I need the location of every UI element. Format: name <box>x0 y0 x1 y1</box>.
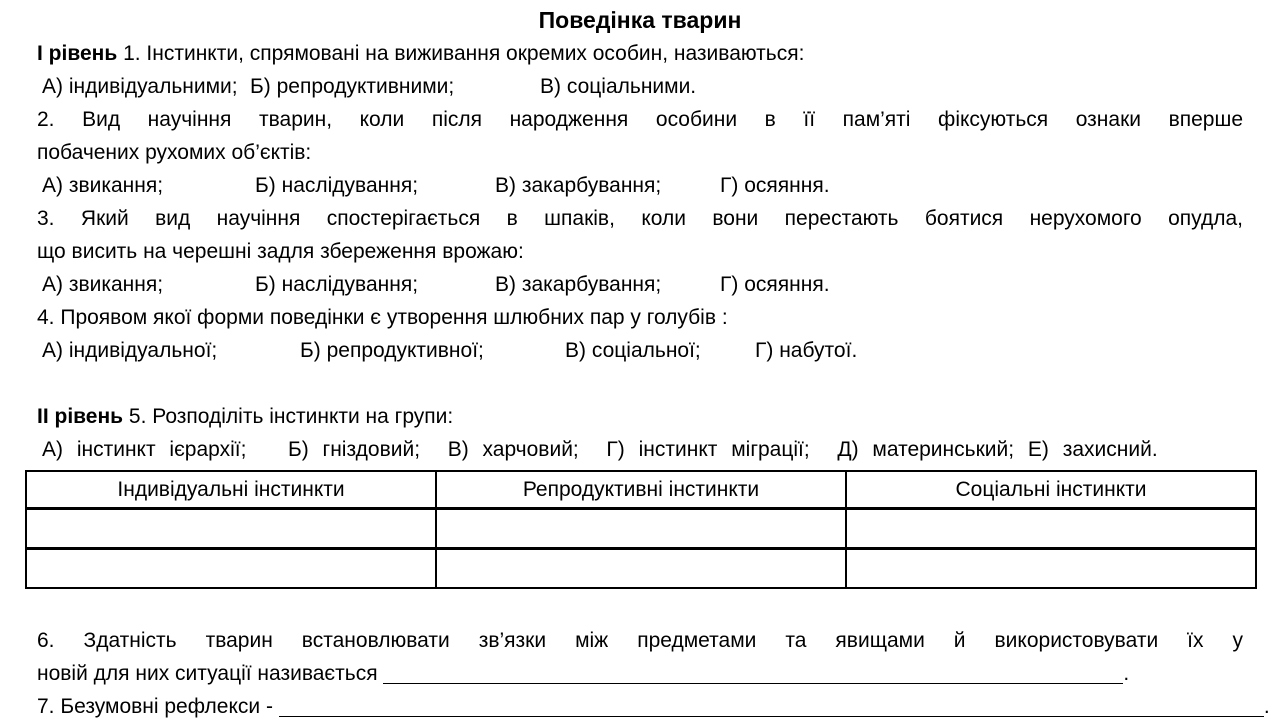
instincts-table-header <box>26 471 1256 509</box>
table-cell-empty <box>846 509 1256 549</box>
question-4-text: 4. Проявом якої форми поведінки є утворення шлюбних пар у голубів : <box>37 306 728 329</box>
question-2-line2: побачених рухомих об’єктів: <box>37 141 312 164</box>
table-header-reproductive: Репродуктивні інстинкти <box>436 471 846 509</box>
question-5-body: 5. Розподіліть інстинкти на групи: <box>123 405 454 428</box>
document <box>37 4 1270 723</box>
table-cell-empty <box>436 509 846 549</box>
option-b: Б) репродуктивної; <box>300 339 484 362</box>
option-a: А) звикання; <box>42 273 164 296</box>
question-3-options <box>37 268 1243 301</box>
answer-blank <box>279 716 1264 717</box>
instincts-table <box>25 470 1257 589</box>
table-header-social: Соціальні інстинкти <box>846 471 1256 509</box>
question-5-text <box>37 400 1243 433</box>
question-2-options <box>37 169 1243 202</box>
option-a: А) індивідуальної; <box>42 339 218 362</box>
question-6-line2 <box>37 657 1243 690</box>
page-title: Поведінка тварин <box>538 7 742 33</box>
question-3-line1: 3. Який вид научіння спостерігається в шпаків, коли вони перестають боятися нерухомого опудла, <box>37 207 1243 230</box>
table-header-row <box>26 471 1256 509</box>
answer-blank <box>383 683 1123 684</box>
level-2-label: ІІ рівень <box>37 405 124 428</box>
table-row <box>26 549 1256 589</box>
table-cell-empty <box>26 509 436 549</box>
question-1-text <box>37 37 1243 70</box>
question-7-body: 7. Безумовні рефлекси - <box>37 695 273 718</box>
instincts-table-body <box>26 509 1256 589</box>
option-a: А) індивідуальними; <box>42 75 238 98</box>
option-v: В) соціальними. <box>540 75 697 98</box>
question-1-body: 1. Інстинкти, спрямовані на виживання окремих особин, називаються: <box>117 42 805 65</box>
question-6-body: новій для них ситуації називається <box>37 662 378 685</box>
question-2-line1: 2. Вид научіння тварин, коли після народження особини в її пам’яті фіксуються ознаки вперше <box>37 108 1243 131</box>
option-a: А) звикання; <box>42 174 164 197</box>
table-header-individual: Індивідуальні інстинкти <box>26 471 436 509</box>
question-6-line1: 6. Здатність тварин встановлювати зв’язки між предметами та явищами й використовувати їх у <box>37 629 1243 652</box>
question-6-period: . <box>1123 662 1130 685</box>
option-v: В) закарбування; <box>495 273 662 296</box>
option-v: В) соціальної; <box>565 339 701 362</box>
question-5-options: А) інстинкт ієрархії; Б) гніздовий; В) харчовий; Г) інстинкт міграції; Д) материнський; Е) захисний. <box>42 438 1158 461</box>
option-b: Б) наслідування; <box>255 273 419 296</box>
question-1-options <box>37 70 1243 103</box>
option-g: Г) осяяння. <box>720 273 830 296</box>
option-g: Г) осяяння. <box>720 174 830 197</box>
question-7-period: . <box>1263 695 1270 718</box>
option-g: Г) набутої. <box>755 339 858 362</box>
table-cell-empty <box>26 549 436 589</box>
option-v: В) закарбування; <box>495 174 662 197</box>
option-b: Б) репродуктивними; <box>250 75 455 98</box>
question-7-text <box>37 690 1270 723</box>
table-cell-empty <box>436 549 846 589</box>
table-cell-empty <box>846 549 1256 589</box>
question-3-line2: що висить на черешні задля збереження врожаю: <box>37 240 524 263</box>
question-4-options <box>37 334 1243 367</box>
level-1-label: І рівень <box>37 42 118 65</box>
option-b: Б) наслідування; <box>255 174 419 197</box>
table-row <box>26 509 1256 549</box>
